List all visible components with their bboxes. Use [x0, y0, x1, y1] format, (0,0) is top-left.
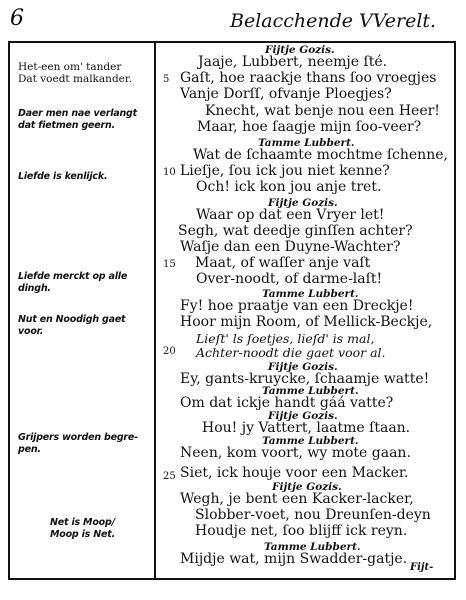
verse-line: Hoor mijn Room, of Mellick-Beckje, [180, 314, 433, 330]
verse-line: Mijdje wat, mijn Swadder-gatje. [180, 551, 408, 567]
margin-note-line: Net is Moop/ [50, 517, 115, 528]
verse-line: Waſje dan een Duyne-Wachter? [180, 239, 401, 255]
margin-note-line: Daer men nae verlangt [18, 108, 137, 119]
verse-number: 5 [163, 74, 170, 85]
verse-line: Achter-noodt die gaet voor al. [196, 345, 386, 360]
page-number: 6 [10, 6, 24, 31]
margin-note-3 [18, 171, 148, 183]
speaker-heading: Fijtje Gozis. [268, 410, 338, 422]
catchword: Fijt- [410, 562, 434, 573]
top-rule [8, 41, 456, 43]
speaker-heading: Fijtje Gozis. [268, 361, 338, 373]
margin-note-2 [18, 108, 148, 132]
verse-number: 20 [163, 346, 176, 357]
margin-note-5 [18, 314, 148, 338]
verse-line: Lieſje, ſou ick jou niet kenne? [180, 163, 390, 179]
verse-line: Houdje net, ſoo blijff ick reyn. [195, 523, 408, 539]
running-head: Belacchende VVerelt. [230, 10, 437, 32]
verse-line: Gaſt, hoe raackje thans ſoo vroegjes [180, 70, 437, 86]
verse-line: Lieſt' ls ſoetjes, lieſd' is mal, [196, 331, 375, 346]
verse-line: Hou! jy Vattert, laatme ſtaan. [202, 420, 411, 436]
speaker-heading: Fijtje Gozis. [272, 481, 342, 493]
verse-line: Om dat ickje handt gáá vatte? [180, 395, 394, 411]
margin-note-line: Het-een om' tander [18, 61, 122, 73]
verse-line: Slobber-voet, nou Dreunſen-deyn [195, 507, 431, 523]
verse-line: Waar op dat een Vryer let! [196, 207, 385, 223]
margin-note-4 [18, 271, 148, 295]
margin-column-rule [154, 41, 156, 578]
left-rule [8, 41, 10, 578]
verse-line: Neen, kom voort, wy mote gaan. [180, 445, 411, 461]
verse-number: 10 [163, 167, 176, 178]
verse-line: Ey, gants-kruycke, ſchaamje watte! [180, 371, 430, 387]
speaker-heading: Fijtje Gozis. [268, 197, 338, 209]
verse-line: Wegh, je bent een Kacker-lacker, [180, 491, 414, 507]
verse-line: Wat de ſchaamte mochtme ſchenne, [193, 147, 448, 163]
margin-note-line: Nut en Noodigh gaet [18, 314, 126, 325]
speaker-heading: Fijtje Gozis. [265, 44, 335, 56]
verse-line: Och! ick kon jou anje tret. [196, 179, 382, 195]
speaker-heading: Tamme Lubbert. [258, 137, 355, 149]
verse-line: Over-noodt, of darme-laſt! [196, 271, 383, 287]
margin-note-line: Liefde merckt op alle [18, 271, 128, 282]
verse-line: Vanje Dorſſ, ofvanje Ploegjes? [180, 86, 392, 102]
speaker-heading: Tamme Lubbert. [262, 288, 359, 300]
margin-note-7 [50, 517, 180, 541]
right-rule [454, 41, 456, 578]
speaker-heading: Tamme Lubbert. [262, 435, 359, 447]
verse-line: Knecht, wat benje nou een Heer! [205, 103, 440, 119]
margin-note-line: Dat voedt malkander. [18, 73, 133, 85]
bottom-rule [8, 578, 456, 580]
verse-line: Maar, hoe ſaagje mijn ſoo-veer? [197, 119, 422, 135]
speaker-heading: Tamme Lubbert. [262, 385, 359, 397]
verse-number: 25 [163, 471, 176, 482]
verse-line: Fy! hoe praatje van een Dreckje! [180, 298, 414, 314]
verse-line: Jaaje, Lubbert, neemje ſté. [198, 54, 388, 70]
speaker-heading: Tamme Lubbert. [264, 541, 361, 553]
margin-note-line: dat fietmen geern. [18, 120, 115, 131]
margin-note-1 [18, 61, 148, 85]
verse-line: Maat, of waſſer anje vaſt [195, 255, 371, 271]
verse-line: Siet, ick houje voor een Macker. [180, 465, 409, 481]
margin-note-line: Grijpers worden begre- [18, 432, 138, 443]
margin-note-line: dingh. [18, 283, 51, 294]
margin-note-line: Moop is Net. [50, 529, 115, 540]
verse-number: 15 [163, 259, 176, 270]
margin-note-line: voor. [18, 326, 44, 337]
margin-note-line: pen. [18, 444, 41, 455]
verse-line: Segh, wat deedje ginſſen achter? [178, 223, 413, 239]
margin-note-6 [18, 432, 148, 456]
margin-note-line: Liefde is kenlijck. [18, 171, 108, 182]
